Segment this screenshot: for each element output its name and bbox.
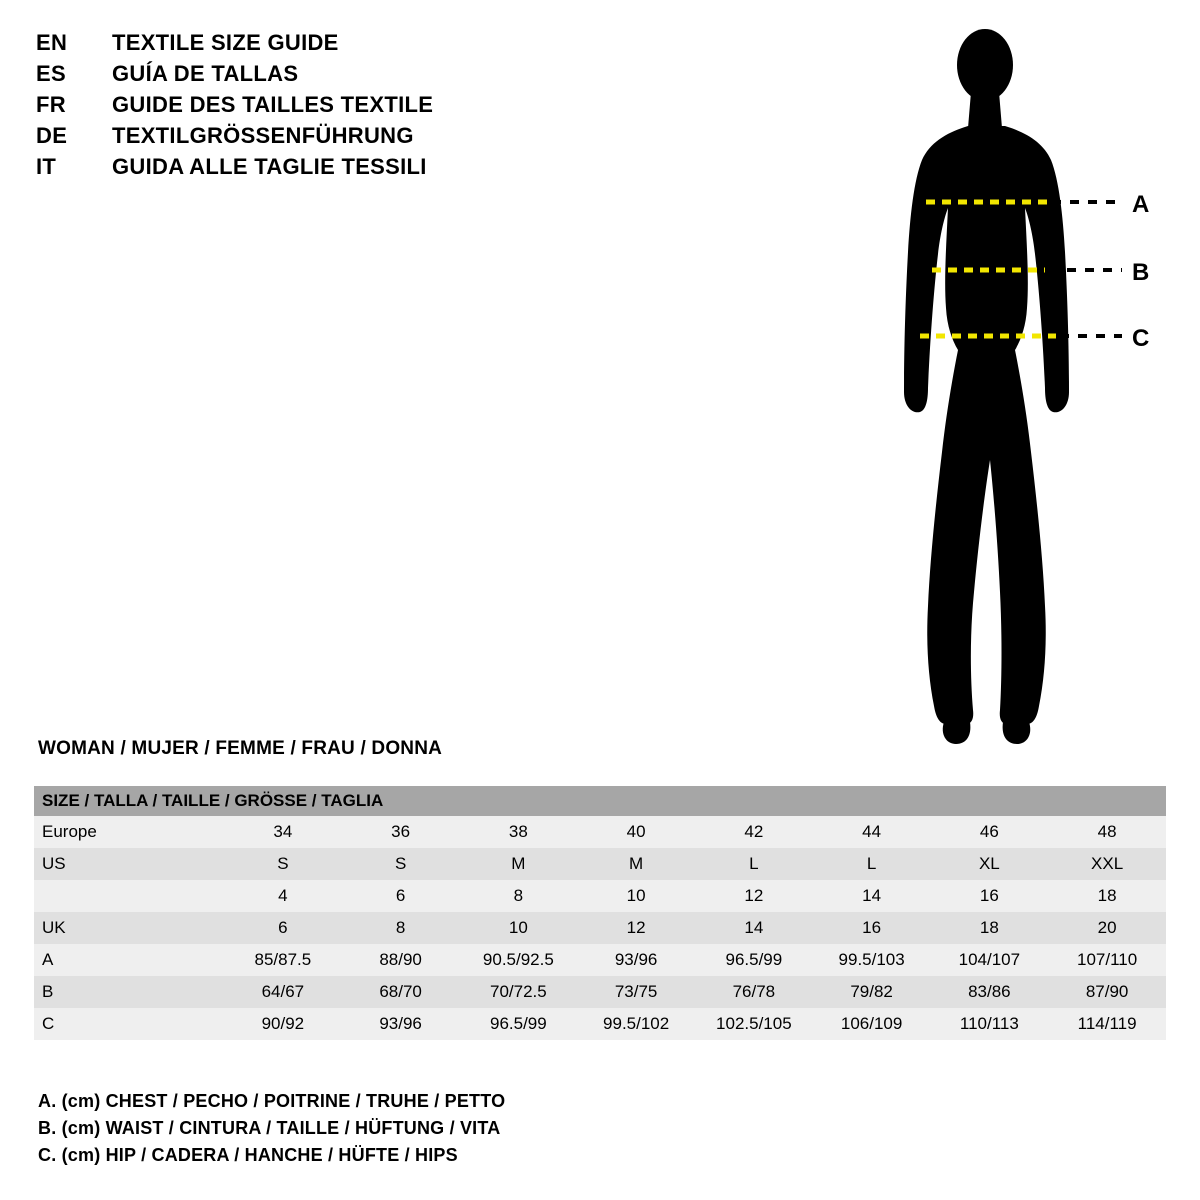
size-table (34, 786, 1166, 1040)
language-title: GUIDE DES TAILLES TEXTILE (112, 92, 434, 117)
table-cell: 90.5/92.5 (460, 944, 578, 976)
table-cell: 8 (342, 912, 460, 944)
table-cell: 96.5/99 (460, 1008, 578, 1040)
table-row (34, 1008, 1166, 1040)
table-cell: 93/96 (577, 944, 695, 976)
legend-item-a: A. (cm) CHEST / PECHO / POITRINE / TRUHE / PETTO (38, 1091, 506, 1111)
measure-label-a: A (1132, 191, 1150, 218)
table-cell: S (224, 848, 342, 880)
measure-label-b: B (1132, 259, 1150, 286)
table-cell: 102.5/105 (695, 1008, 813, 1040)
language-row (36, 61, 596, 92)
language-title: TEXTILE SIZE GUIDE (112, 30, 339, 55)
row-label: A (34, 944, 224, 976)
table-cell: 83/86 (931, 976, 1049, 1008)
female-silhouette-icon (904, 29, 1069, 744)
table-cell: 42 (695, 816, 813, 848)
language-code: EN (36, 30, 68, 55)
table-cell: 16 (931, 880, 1049, 912)
table-cell: 34 (224, 816, 342, 848)
table-cell: 48 (1048, 816, 1166, 848)
legend-item-b: B. (cm) WAIST / CINTURA / TAILLE / HÜFTUNG / VITA (38, 1118, 501, 1138)
legend-item-c: C. (cm) HIP / CADERA / HANCHE / HÜFTE / HIPS (38, 1145, 458, 1165)
table-cell: 87/90 (1048, 976, 1166, 1008)
language-code: FR (36, 92, 66, 117)
table-cell: 70/72.5 (460, 976, 578, 1008)
table-cell: 96.5/99 (695, 944, 813, 976)
language-row (36, 92, 596, 123)
language-row (36, 30, 596, 61)
table-cell: 93/96 (342, 1008, 460, 1040)
row-label (34, 880, 224, 912)
table-cell: 6 (342, 880, 460, 912)
table-cell: 12 (577, 912, 695, 944)
table-cell: 38 (460, 816, 578, 848)
table-cell: 18 (931, 912, 1049, 944)
language-title-block (36, 30, 596, 185)
table-cell: 104/107 (931, 944, 1049, 976)
table-cell: 99.5/103 (813, 944, 931, 976)
table-cell: 64/67 (224, 976, 342, 1008)
row-label: UK (34, 912, 224, 944)
table-row (34, 880, 1166, 912)
table-cell: 36 (342, 816, 460, 848)
table-cell: 18 (1048, 880, 1166, 912)
table-cell: 20 (1048, 912, 1166, 944)
table-cell: 73/75 (577, 976, 695, 1008)
gender-caption: WOMAN / MUJER / FEMME / FRAU / DONNA (38, 738, 443, 759)
table-cell: 68/70 (342, 976, 460, 1008)
language-title: GUÍA DE TALLAS (112, 61, 299, 86)
table-row (34, 912, 1166, 944)
table-cell: 14 (695, 912, 813, 944)
table-cell: 79/82 (813, 976, 931, 1008)
table-cell: 76/78 (695, 976, 813, 1008)
table-cell: 106/109 (813, 1008, 931, 1040)
table-cell: L (695, 848, 813, 880)
table-cell: 110/113 (931, 1008, 1049, 1040)
table-cell: 46 (931, 816, 1049, 848)
measure-label-c: C (1132, 325, 1150, 352)
table-cell: 8 (460, 880, 578, 912)
table-cell: 88/90 (342, 944, 460, 976)
row-label: B (34, 976, 224, 1008)
table-header-row (34, 786, 1166, 816)
table-cell: 6 (224, 912, 342, 944)
measurement-legend (38, 1088, 738, 1169)
table-cell: 44 (813, 816, 931, 848)
table-cell: S (342, 848, 460, 880)
language-title: GUIDA ALLE TAGLIE TESSILI (112, 154, 427, 179)
language-code: ES (36, 61, 66, 86)
table-row (34, 848, 1166, 880)
table-cell: 40 (577, 816, 695, 848)
table-cell: 16 (813, 912, 931, 944)
row-label: C (34, 1008, 224, 1040)
row-label: US (34, 848, 224, 880)
table-cell: 90/92 (224, 1008, 342, 1040)
table-cell: 4 (224, 880, 342, 912)
table-cell: XL (931, 848, 1049, 880)
table-cell: 85/87.5 (224, 944, 342, 976)
table-cell: 107/110 (1048, 944, 1166, 976)
table-cell: 114/119 (1048, 1008, 1166, 1040)
language-code: DE (36, 123, 68, 148)
language-row (36, 154, 596, 185)
table-cell: 10 (460, 912, 578, 944)
table-cell: 10 (577, 880, 695, 912)
table-row (34, 816, 1166, 848)
table-cell: XXL (1048, 848, 1166, 880)
table-cell: 99.5/102 (577, 1008, 695, 1040)
language-row (36, 123, 596, 154)
table-cell: M (460, 848, 578, 880)
table-cell: 14 (813, 880, 931, 912)
table-row (34, 944, 1166, 976)
table-header-label: SIZE / TALLA / TAILLE / GRÖSSE / TAGLIA (34, 786, 1166, 816)
row-label: Europe (34, 816, 224, 848)
language-code: IT (36, 154, 57, 179)
table-cell: M (577, 848, 695, 880)
table-cell: 12 (695, 880, 813, 912)
table-cell: L (813, 848, 931, 880)
table-row (34, 976, 1166, 1008)
body-figure (860, 20, 1190, 760)
language-title: TEXTILGRÖSSENFÜHRUNG (112, 123, 414, 148)
